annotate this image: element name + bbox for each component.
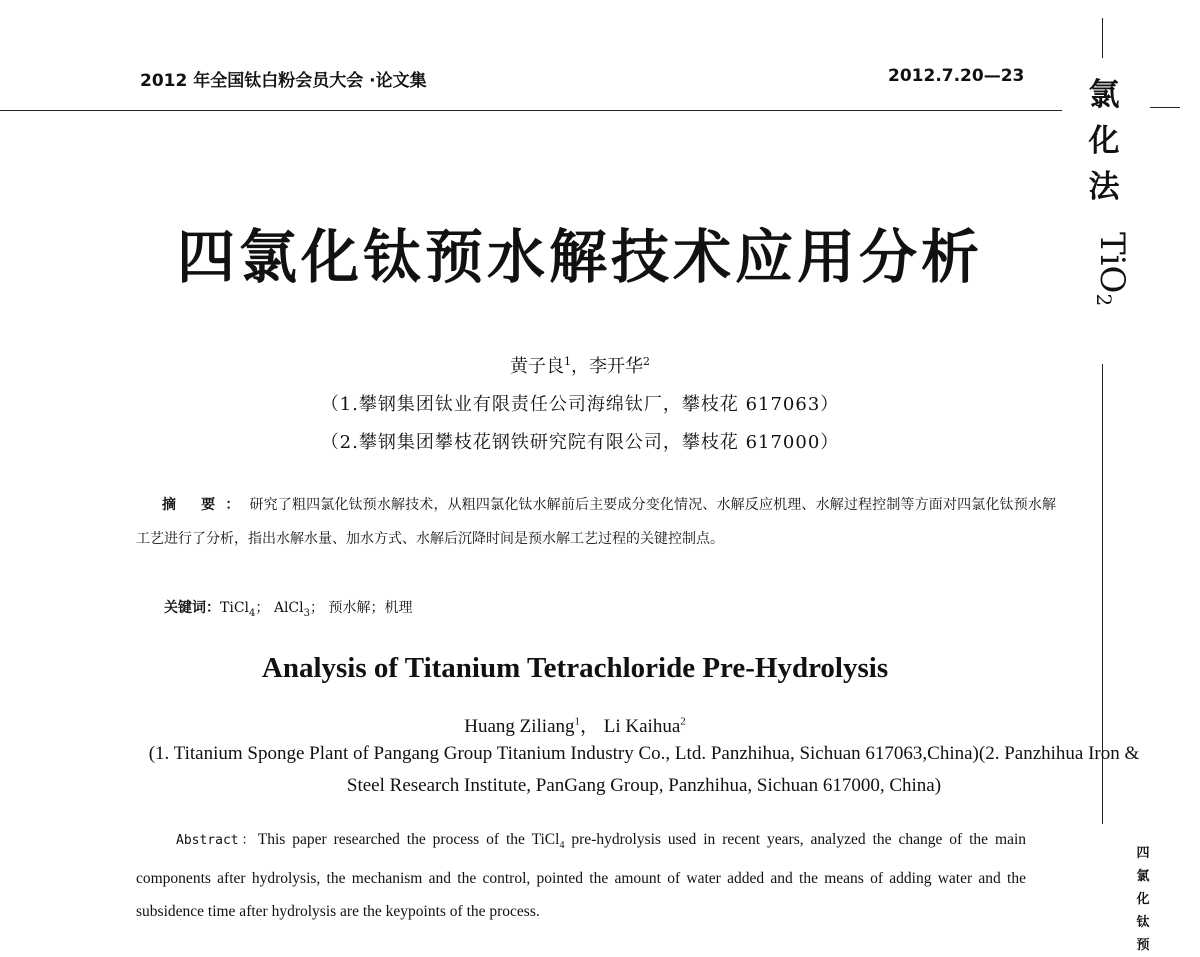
side-title-char: 预 [1136,938,1150,953]
paper-title-english: Analysis of Titanium Tetrachloride Pre-Hydrolysis [261,652,889,684]
side-title-char: 氯 [1136,869,1150,884]
sidebar-line-top [1102,18,1103,58]
header-divider [0,110,1062,111]
side-title-char: 化 [1136,892,1150,907]
keywords-chinese: 关键词：TiCl$_4$； AlCl$_3$； 预水解；机理 [164,600,413,619]
affiliation-chinese-2: （2.攀钢集团攀枝花钢铁研究院有限公司，攀枝花 617000） [320,432,840,453]
affiliation-english: (1. Titanium Sponge Plant of Pangang Group Titanium Industry Co., Ltd. Panzhihua, Sichuan 617063,China)(2. Panzhihua Iron & Steel Research Institute, PanGang Group, Panzhihua, Sichuan 617000, China) [148,743,1140,796]
paper-title-chinese: 四氯化钛预水解技术应用分析 [176,223,983,291]
abstract-chinese: 摘 要：研究了粗四氯化钛预水解技术，从粗四氯化钛水解前后主要成分变化情况、水解反应机理、水解过程控制等方面对四氯化钛预水解工艺进行了分析，指出水解水量、加水方式、水解后沉降时间是预水解工艺过程的关键控制点。 [136,497,1056,547]
side-title-char: 钛 [1136,915,1150,930]
affiliation-chinese-1: （1.攀钢集团钛业有限责任公司海绵钛厂，攀枝花 617063） [320,394,840,415]
authors-chinese: 黄子良$^1$，李开华$^2$ [510,355,650,377]
side-tab-char: 化 [1088,123,1120,159]
side-tab-divider [1150,107,1180,108]
abstract-en-label: Abstract： [176,833,258,848]
side-running-title [1130,842,1156,957]
abstract-label: 摘 要： [162,497,250,513]
side-tab-char: 氯 [1088,77,1120,113]
side-tab-char: 法 [1088,169,1120,205]
authors-english: Huang Ziliang$^1$， Li Kaihua$^2$ [464,715,686,737]
running-header-left: 2012 年全国钛白粉会员大会 ·论文集 [140,71,427,91]
side-tab-formula: TiO$_2$ [1091,231,1132,307]
abstract-english: Abstract：This paper researched the process of the TiCl$_4$ pre-hydrolysis used in recent years, analyzed the change of the main components after hydrolysis, the mechanism and the control, pointed the amount of water added and the means of adding water and the subsidence time after hydrolysis are the keypoints of the process. [136,831,1027,921]
side-title-char: 四 [1136,846,1150,861]
keywords-label: 关键词： [164,600,220,616]
running-header-date: 2012.7.20—23 [888,66,1025,86]
